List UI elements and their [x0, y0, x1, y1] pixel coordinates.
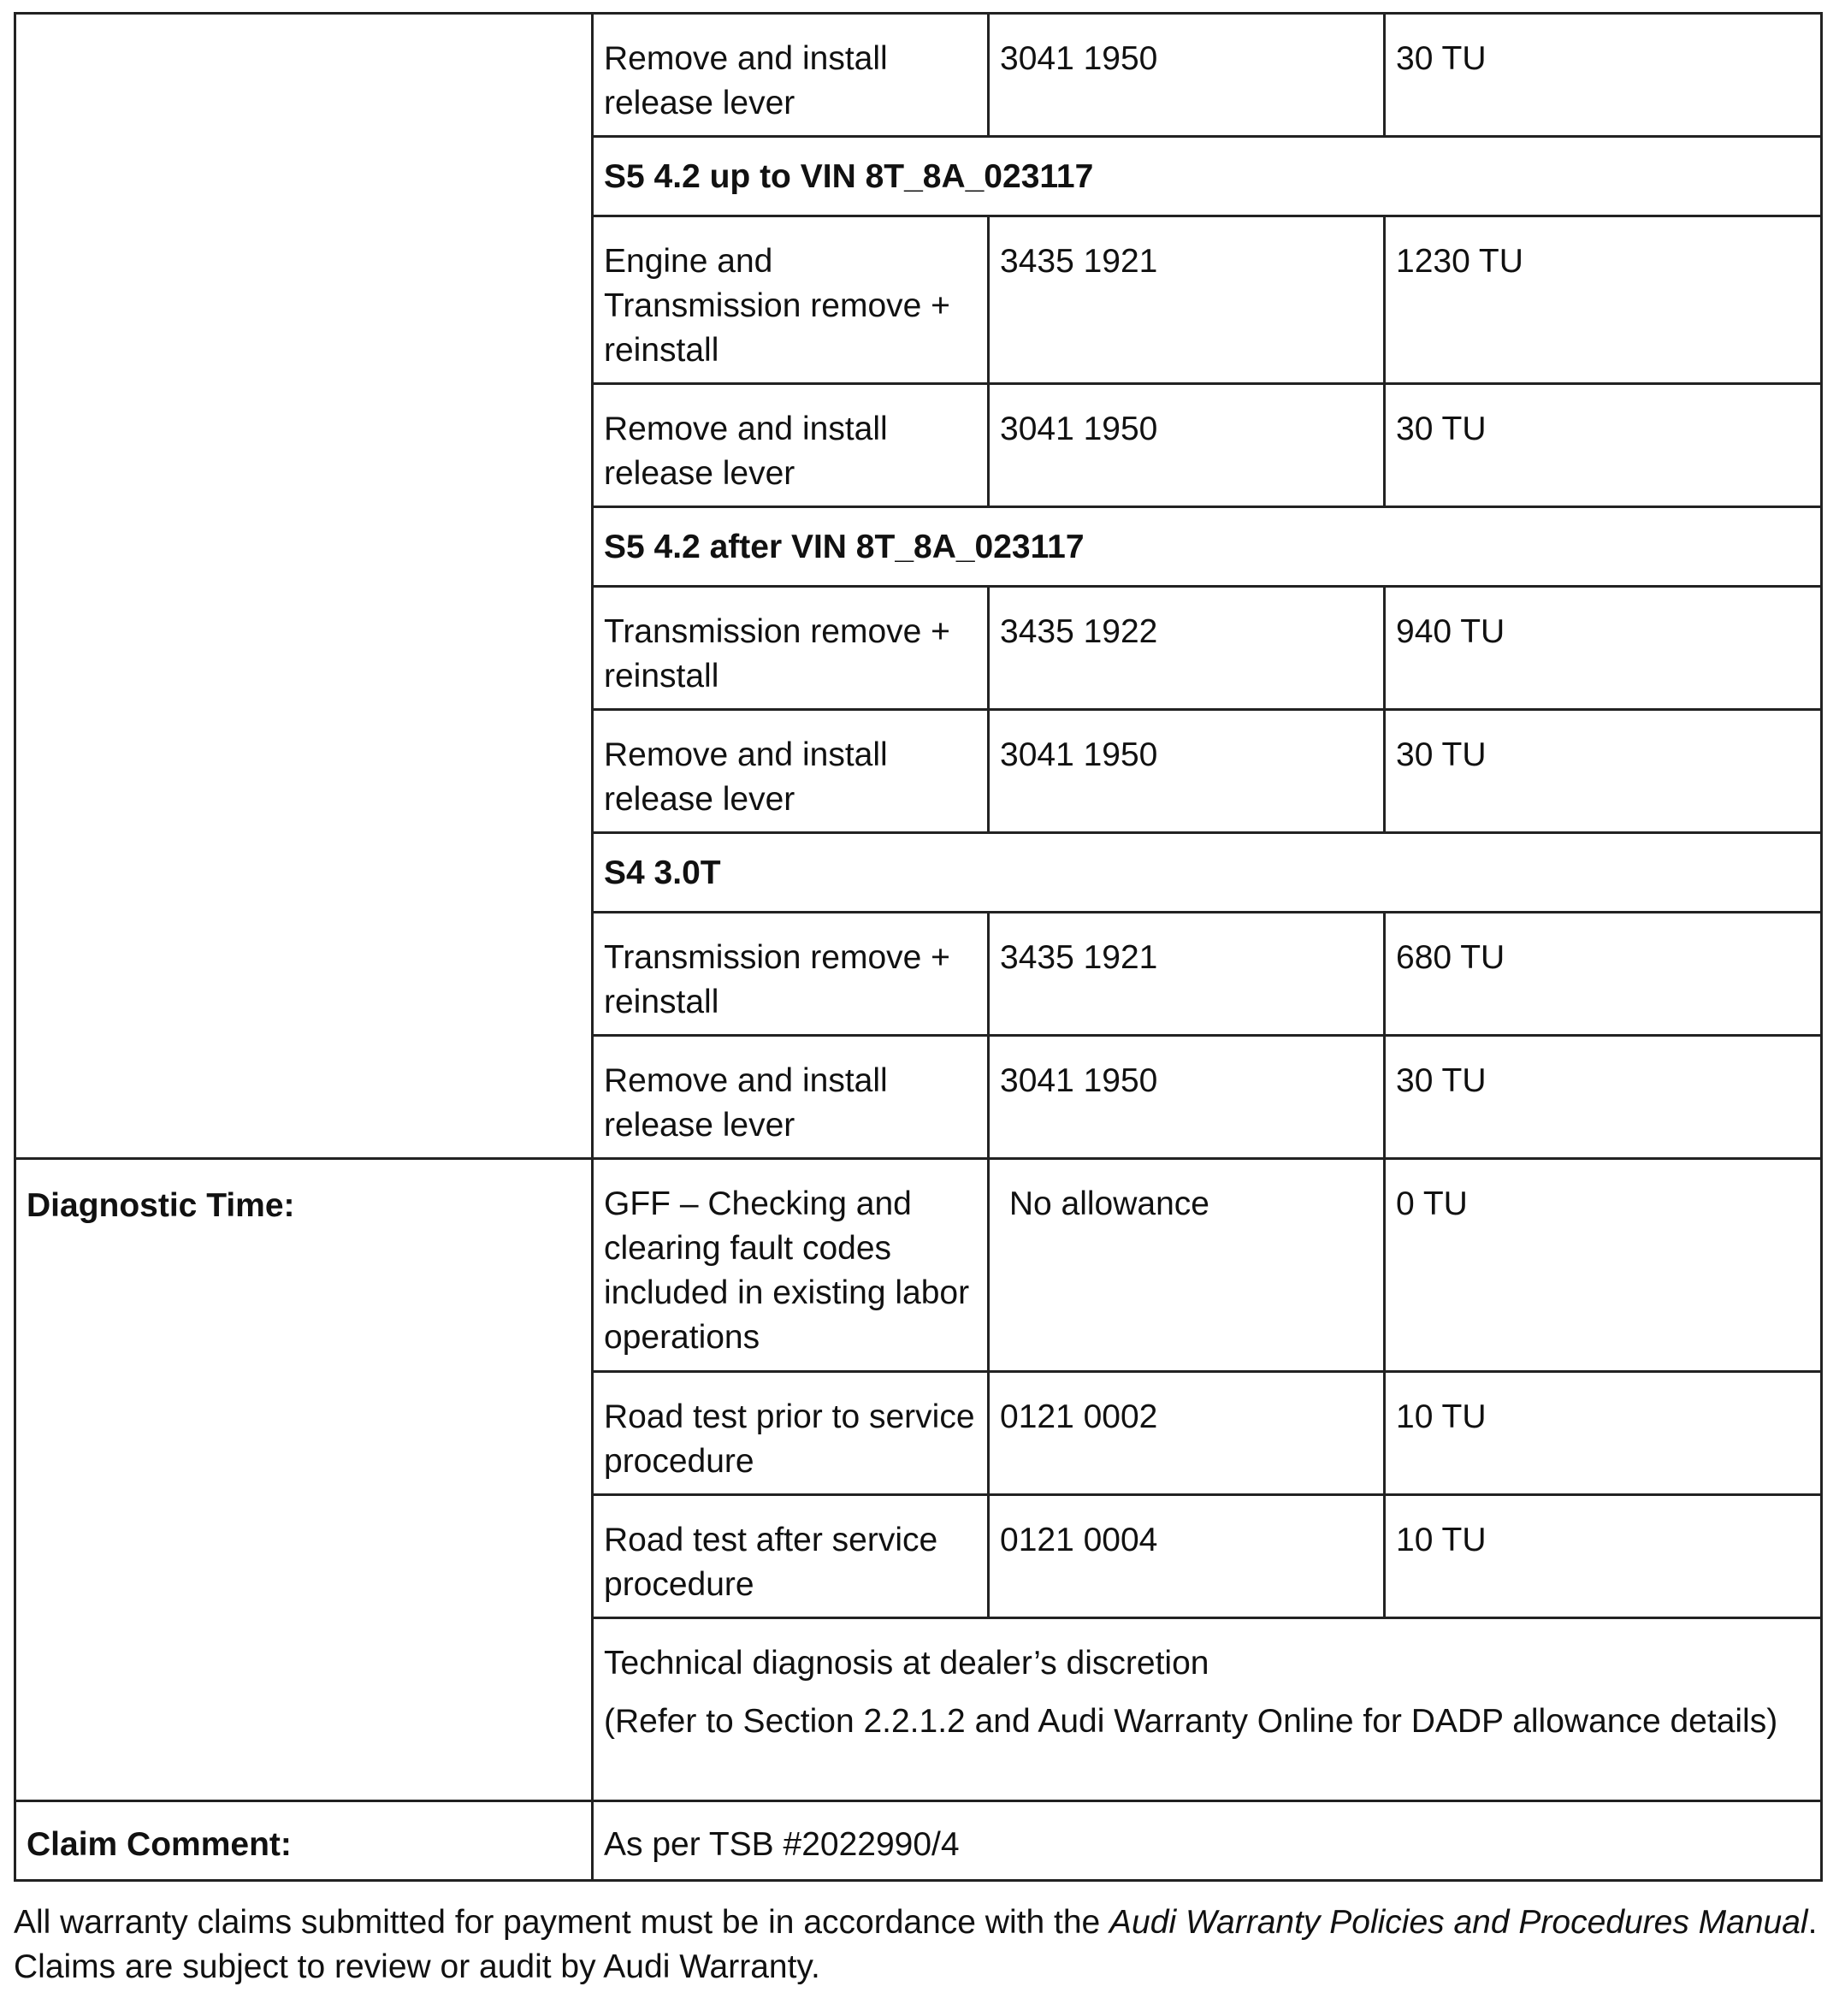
operation-cell: Transmission remove + reinstall [593, 913, 989, 1036]
footer-manual-title: Audi Warranty Policies and Procedures Manual [1109, 1904, 1808, 1941]
table-row [15, 1159, 1822, 1372]
labor-code-cell: 3041 1950 [989, 1036, 1385, 1159]
time-units-cell: 30 TU [1385, 14, 1822, 137]
table-row [15, 1801, 1822, 1881]
operation-cell: Road test prior to service procedure [593, 1372, 989, 1495]
time-units-cell: 30 TU [1385, 710, 1822, 833]
operation-cell: Engine and Transmission remove + reinstall [593, 216, 989, 384]
labor-code-cell: 0121 0002 [989, 1372, 1385, 1495]
diagnostic-time-label-cell [15, 1159, 593, 1801]
empty-label-cell [15, 14, 593, 1159]
operation-cell: Remove and install release lever [593, 710, 989, 833]
model-header: S5 4.2 up to VIN 8T_8A_023117 [593, 137, 1822, 216]
claim-comment-label-cell [15, 1801, 593, 1881]
labor-code-cell: 3435 1921 [989, 913, 1385, 1036]
dadp-reference-text: (Refer to Section 2.2.1.2 and Audi Warranty Online for DADP allowance details) [604, 1703, 1778, 1740]
time-units-cell: 10 TU [1385, 1495, 1822, 1618]
footer-text-part2: . Claims are subject to review or audit by Audi Warranty. [14, 1904, 1818, 1985]
footer-text-part1: All warranty claims submitted for payment must be in accordance with the [14, 1904, 1110, 1941]
labor-code-cell: 0121 0004 [989, 1495, 1385, 1618]
time-units-cell: 680 TU [1385, 913, 1822, 1036]
technical-diagnosis-cell [593, 1618, 1822, 1801]
warranty-footer-note [14, 1901, 1827, 1989]
time-units-cell: 0 TU [1385, 1159, 1822, 1372]
labor-code-cell: 3041 1950 [989, 14, 1385, 137]
model-header: S5 4.2 after VIN 8T_8A_023117 [593, 507, 1822, 587]
technical-diagnosis-text: Technical diagnosis at dealer’s discretion [604, 1645, 1209, 1682]
time-units-cell: 940 TU [1385, 587, 1822, 710]
labor-code-cell: 3041 1950 [989, 710, 1385, 833]
operation-cell: Road test after service procedure [593, 1495, 989, 1618]
claim-comment-value: As per TSB #2022990/4 [593, 1801, 1822, 1881]
time-units-cell: 1230 TU [1385, 216, 1822, 384]
table-row [15, 14, 1822, 137]
time-units-cell: 10 TU [1385, 1372, 1822, 1495]
warranty-labor-table [14, 12, 1823, 1882]
time-units-cell: 30 TU [1385, 384, 1822, 507]
labor-code-cell: 3435 1922 [989, 587, 1385, 710]
operation-cell: Transmission remove + reinstall [593, 587, 989, 710]
model-header: S4 3.0T [593, 833, 1822, 913]
operation-cell: Remove and install release lever [593, 14, 989, 137]
labor-code-cell: No allowance [989, 1159, 1385, 1372]
labor-code-cell: 3435 1921 [989, 216, 1385, 384]
operation-cell: Remove and install release lever [593, 1036, 989, 1159]
labor-code-cell: 3041 1950 [989, 384, 1385, 507]
operation-cell: GFF – Checking and clearing fault codes included in existing labor operations [593, 1159, 989, 1372]
claim-comment-label: Claim Comment: [27, 1826, 292, 1863]
time-units-cell: 30 TU [1385, 1036, 1822, 1159]
diagnostic-time-label: Diagnostic Time: [27, 1187, 295, 1224]
operation-cell: Remove and install release lever [593, 384, 989, 507]
